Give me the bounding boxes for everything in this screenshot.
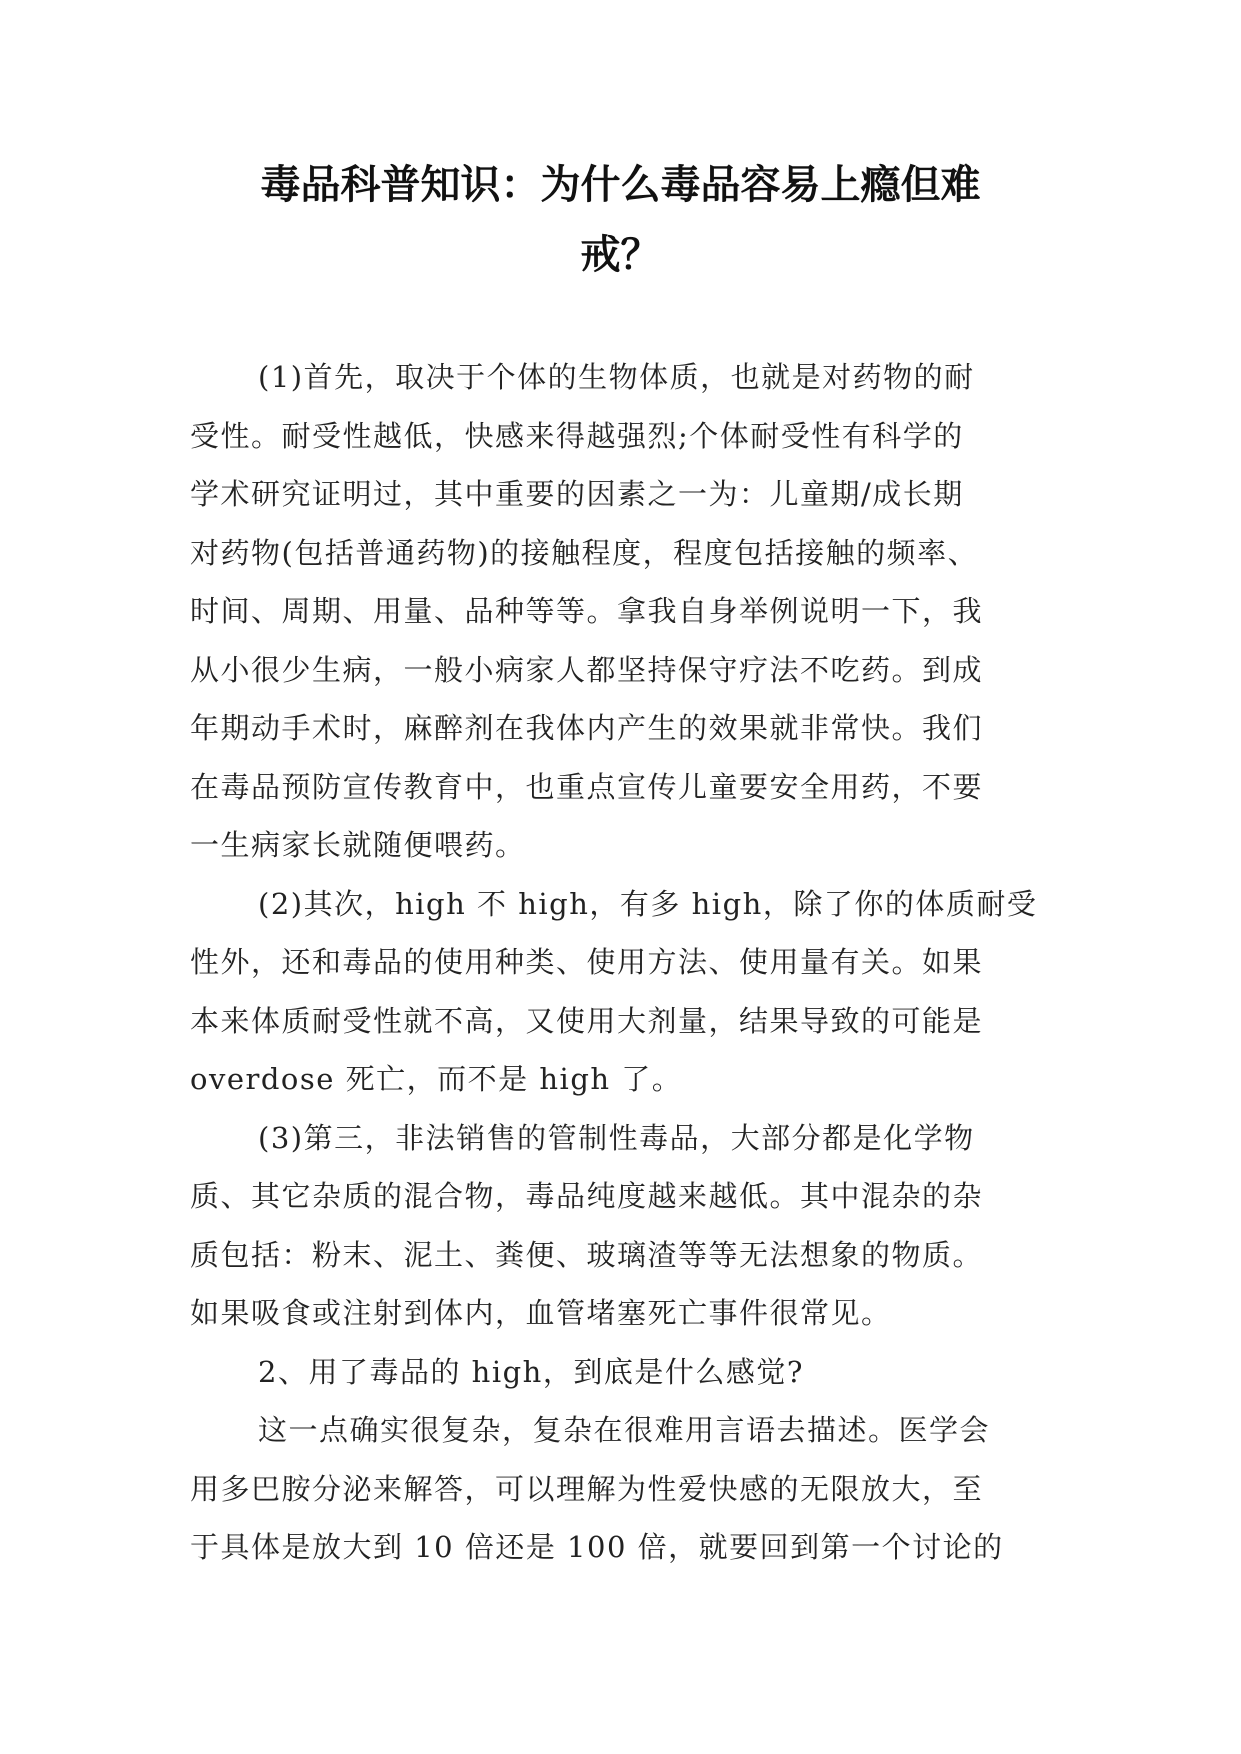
text-line: 本来体质耐受性就不高，又使用大剂量，结果导致的可能是 bbox=[190, 1003, 984, 1038]
text-line: 性外，还和毒品的使用种类、使用方法、使用量有关。如果 bbox=[190, 945, 984, 979]
text-line: 从小很少生病，一般小病家人都坚持保守疗法不吃药。到成 bbox=[190, 652, 984, 687]
text-line: 一生病家长就随便喂药。 bbox=[190, 828, 526, 862]
text-line: 用多巴胺分泌来解答，可以理解为性爱快感的无限放大，至 bbox=[190, 1471, 984, 1506]
document-title bbox=[0, 150, 1241, 290]
text-line: 于具体是放大到 10 倍还是 100 倍，就要回到第一个讨论的 bbox=[190, 1530, 1004, 1564]
text-line: (3)第三，非法销售的管制性毒品，大部分都是化学物 bbox=[258, 1120, 975, 1155]
text-line: overdose 死亡，而不是 high 了。 bbox=[190, 1062, 683, 1096]
text-line: 对药物(包括普通药物)的接触程度，程度包括接触的频率、 bbox=[190, 535, 979, 570]
text-line: 如果吸食或注射到体内，血管堵塞死亡事件很常见。 bbox=[190, 1296, 892, 1330]
text-line: 质包括：粉末、泥土、粪便、玻璃渣等等无法想象的物质。 bbox=[190, 1237, 984, 1272]
text-line: (2)其次，high 不 high，有多 high，除了你的体质耐受 bbox=[258, 886, 1038, 921]
text-line: 2、用了毒品的 high，到底是什么感觉? bbox=[258, 1354, 804, 1389]
text-line: 这一点确实很复杂，复杂在很难用言语去描述。医学会 bbox=[258, 1413, 991, 1447]
document-body bbox=[190, 348, 1060, 1577]
title-line: 戒？ bbox=[580, 231, 661, 278]
text-line: 年期动手术时，麻醉剂在我体内产生的效果就非常快。我们 bbox=[190, 711, 984, 745]
text-line: 在毒品预防宣传教育中，也重点宣传儿童要安全用药，不要 bbox=[190, 769, 984, 804]
text-line: (1)首先，取决于个体的生物体质，也就是对药物的耐 bbox=[258, 360, 975, 394]
text-line: 学术研究证明过，其中重要的因素之一为：儿童期/成长期 bbox=[190, 477, 964, 511]
text-line: 时间、周期、用量、品种等等。拿我自身举例说明一下，我 bbox=[190, 594, 984, 628]
text-line: 受性。耐受性越低，快感来得越强烈;个体耐受性有科学的 bbox=[190, 418, 964, 453]
title-line: 毒品科普知识：为什么毒品容易上瘾但难 bbox=[260, 161, 981, 208]
text-line: 质、其它杂质的混合物，毒品纯度越来越低。其中混杂的杂 bbox=[190, 1179, 984, 1213]
